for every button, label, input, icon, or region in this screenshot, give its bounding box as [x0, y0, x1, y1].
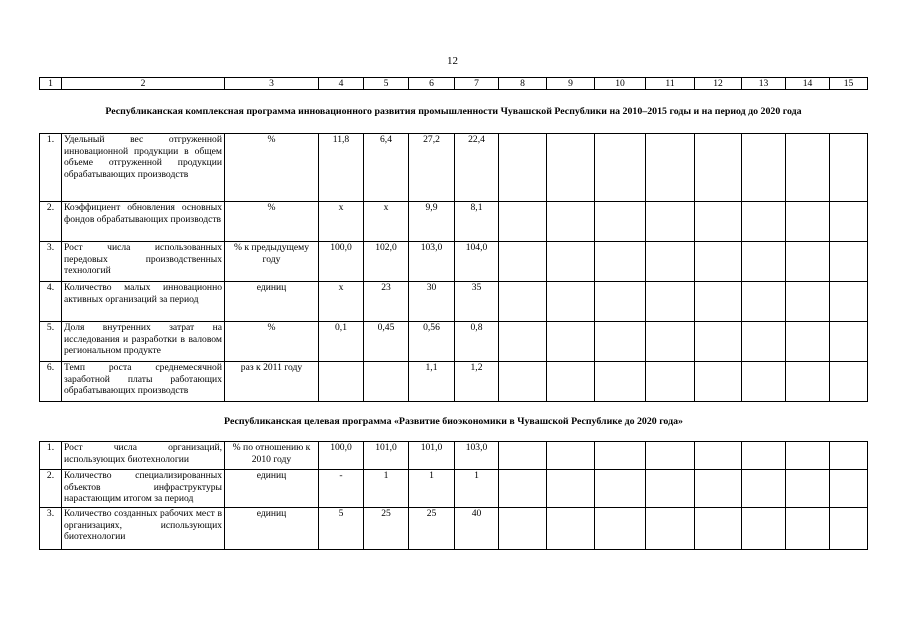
empty-cell	[742, 202, 786, 242]
value-cell: 0,45	[364, 322, 409, 362]
row-number: 2.	[40, 470, 62, 508]
table-row	[40, 242, 868, 282]
value-cell: 25	[364, 508, 409, 550]
empty-cell	[695, 242, 742, 282]
empty-cell	[742, 508, 786, 550]
unit-cell: единиц	[225, 282, 319, 322]
column-header: 10	[595, 78, 646, 90]
indicator-name: Рост числа организаций, использующих биотехнологии	[62, 442, 225, 470]
empty-cell	[547, 508, 595, 550]
column-header-row	[40, 78, 868, 90]
empty-cell	[695, 442, 742, 470]
empty-cell	[646, 362, 695, 402]
empty-cell	[499, 242, 547, 282]
empty-cell	[595, 282, 646, 322]
value-cell: -	[319, 470, 364, 508]
column-header: 2	[62, 78, 225, 90]
empty-cell	[595, 202, 646, 242]
empty-cell	[646, 442, 695, 470]
value-cell: 1	[409, 470, 455, 508]
value-cell: 30	[409, 282, 455, 322]
value-cell: 1,1	[409, 362, 455, 402]
empty-cell	[742, 362, 786, 402]
unit-cell: раз к 2011 году	[225, 362, 319, 402]
value-cell: 22,4	[455, 134, 499, 202]
empty-cell	[695, 508, 742, 550]
empty-cell	[695, 322, 742, 362]
empty-cell	[499, 282, 547, 322]
empty-cell	[830, 442, 868, 470]
value-cell: 104,0	[455, 242, 499, 282]
value-cell: 9,9	[409, 202, 455, 242]
indicators-table	[39, 77, 868, 550]
empty-cell	[830, 322, 868, 362]
empty-cell	[830, 202, 868, 242]
value-cell: 11,8	[319, 134, 364, 202]
column-header: 6	[409, 78, 455, 90]
empty-cell	[499, 322, 547, 362]
empty-cell	[742, 134, 786, 202]
empty-cell	[830, 508, 868, 550]
value-cell: 25	[409, 508, 455, 550]
value-cell: 0,1	[319, 322, 364, 362]
value-cell: 101,0	[364, 442, 409, 470]
empty-cell	[786, 362, 830, 402]
indicator-name: Доля внутренних затрат на исследования и разработки в валовом региональном продукте	[62, 322, 225, 362]
table-row	[40, 282, 868, 322]
empty-cell	[595, 134, 646, 202]
unit-cell: единиц	[225, 470, 319, 508]
value-cell: 102,0	[364, 242, 409, 282]
empty-cell	[646, 322, 695, 362]
value-cell: х	[319, 202, 364, 242]
empty-cell	[695, 202, 742, 242]
value-cell: 1,2	[455, 362, 499, 402]
value-cell: 103,0	[455, 442, 499, 470]
empty-cell	[547, 242, 595, 282]
empty-cell	[786, 470, 830, 508]
column-header: 1	[40, 78, 62, 90]
empty-cell	[595, 362, 646, 402]
empty-cell	[595, 442, 646, 470]
column-header: 5	[364, 78, 409, 90]
empty-cell	[646, 242, 695, 282]
empty-cell	[830, 282, 868, 322]
indicator-name: Коэффициент обновления основных фондов обрабатывающих производств	[62, 202, 225, 242]
value-cell: 1	[455, 470, 499, 508]
column-header: 9	[547, 78, 595, 90]
value-cell: 8,1	[455, 202, 499, 242]
value-cell: 6,4	[364, 134, 409, 202]
empty-cell	[742, 282, 786, 322]
column-header: 8	[499, 78, 547, 90]
empty-cell	[695, 134, 742, 202]
empty-cell	[742, 242, 786, 282]
empty-cell	[646, 508, 695, 550]
indicator-name: Рост числа использованных передовых производственных технологий	[62, 242, 225, 282]
empty-cell	[786, 134, 830, 202]
unit-cell: %	[225, 322, 319, 362]
value-cell: 100,0	[319, 242, 364, 282]
empty-cell	[786, 442, 830, 470]
value-cell: х	[364, 202, 409, 242]
empty-cell	[595, 508, 646, 550]
value-cell: 0,56	[409, 322, 455, 362]
empty-cell	[595, 242, 646, 282]
row-number: 4.	[40, 282, 62, 322]
value-cell: 27,2	[409, 134, 455, 202]
table-row	[40, 134, 868, 202]
table-row	[40, 470, 868, 508]
empty-cell	[786, 508, 830, 550]
value-cell: 0,8	[455, 322, 499, 362]
value-cell	[319, 362, 364, 402]
unit-cell: %	[225, 202, 319, 242]
indicator-name: Количество созданных рабочих мест в организациях, использующих биотехнологии	[62, 508, 225, 550]
value-cell: 35	[455, 282, 499, 322]
section-title: Республиканская целевая программа «Развитие биоэкономики в Чувашской Республике до 2020 года»	[40, 402, 868, 442]
empty-cell	[499, 202, 547, 242]
value-cell: 1	[364, 470, 409, 508]
indicator-name: Количество малых инновационно активных организаций за период	[62, 282, 225, 322]
page-number: 12	[447, 55, 458, 67]
column-header: 12	[695, 78, 742, 90]
value-cell: 23	[364, 282, 409, 322]
empty-cell	[830, 242, 868, 282]
empty-cell	[695, 282, 742, 322]
empty-cell	[786, 282, 830, 322]
empty-cell	[547, 362, 595, 402]
table-row	[40, 362, 868, 402]
empty-cell	[499, 470, 547, 508]
empty-cell	[695, 470, 742, 508]
empty-cell	[786, 202, 830, 242]
empty-cell	[499, 134, 547, 202]
empty-cell	[595, 322, 646, 362]
row-number: 1.	[40, 134, 62, 202]
table-row	[40, 322, 868, 362]
empty-cell	[646, 202, 695, 242]
value-cell: 5	[319, 508, 364, 550]
column-header: 7	[455, 78, 499, 90]
table-row	[40, 442, 868, 470]
empty-cell	[499, 362, 547, 402]
value-cell: 100,0	[319, 442, 364, 470]
column-header: 15	[830, 78, 868, 90]
table-body	[40, 78, 868, 550]
column-header: 14	[786, 78, 830, 90]
row-number: 3.	[40, 508, 62, 550]
empty-cell	[742, 470, 786, 508]
empty-cell	[830, 470, 868, 508]
column-header: 11	[646, 78, 695, 90]
indicator-name: Удельный вес отгруженной инновационной продукции в общем объеме отгруженной продукции обрабатывающих производств	[62, 134, 225, 202]
value-cell	[364, 362, 409, 402]
empty-cell	[646, 470, 695, 508]
unit-cell: % к предыдущему году	[225, 242, 319, 282]
empty-cell	[499, 508, 547, 550]
section-title-row	[40, 402, 868, 442]
table-row	[40, 508, 868, 550]
column-header: 13	[742, 78, 786, 90]
row-number: 1.	[40, 442, 62, 470]
unit-cell: единиц	[225, 508, 319, 550]
empty-cell	[646, 134, 695, 202]
empty-cell	[786, 242, 830, 282]
empty-cell	[547, 442, 595, 470]
value-cell: х	[319, 282, 364, 322]
row-number: 5.	[40, 322, 62, 362]
value-cell: 103,0	[409, 242, 455, 282]
section-title-row	[40, 90, 868, 134]
indicator-name: Количество специализированных объектов инфраструктуры нарастающим итогом за период	[62, 470, 225, 508]
section-title: Республиканская комплексная программа инновационного развития промышленности Чувашской Республики на 2010–2015 годы и на период до 2020 года	[40, 90, 868, 134]
indicator-name: Темп роста среднемесячной заработной платы работающих обрабатывающих производств	[62, 362, 225, 402]
empty-cell	[695, 362, 742, 402]
empty-cell	[786, 322, 830, 362]
value-cell: 101,0	[409, 442, 455, 470]
empty-cell	[547, 282, 595, 322]
empty-cell	[499, 442, 547, 470]
unit-cell: %	[225, 134, 319, 202]
row-number: 3.	[40, 242, 62, 282]
empty-cell	[547, 134, 595, 202]
table-row	[40, 202, 868, 242]
empty-cell	[547, 470, 595, 508]
value-cell: 40	[455, 508, 499, 550]
row-number: 2.	[40, 202, 62, 242]
empty-cell	[830, 362, 868, 402]
empty-cell	[547, 202, 595, 242]
unit-cell: % по отношению к 2010 году	[225, 442, 319, 470]
row-number: 6.	[40, 362, 62, 402]
empty-cell	[646, 282, 695, 322]
column-header: 3	[225, 78, 319, 90]
empty-cell	[595, 470, 646, 508]
empty-cell	[742, 442, 786, 470]
empty-cell	[547, 322, 595, 362]
empty-cell	[830, 134, 868, 202]
empty-cell	[742, 322, 786, 362]
column-header: 4	[319, 78, 364, 90]
